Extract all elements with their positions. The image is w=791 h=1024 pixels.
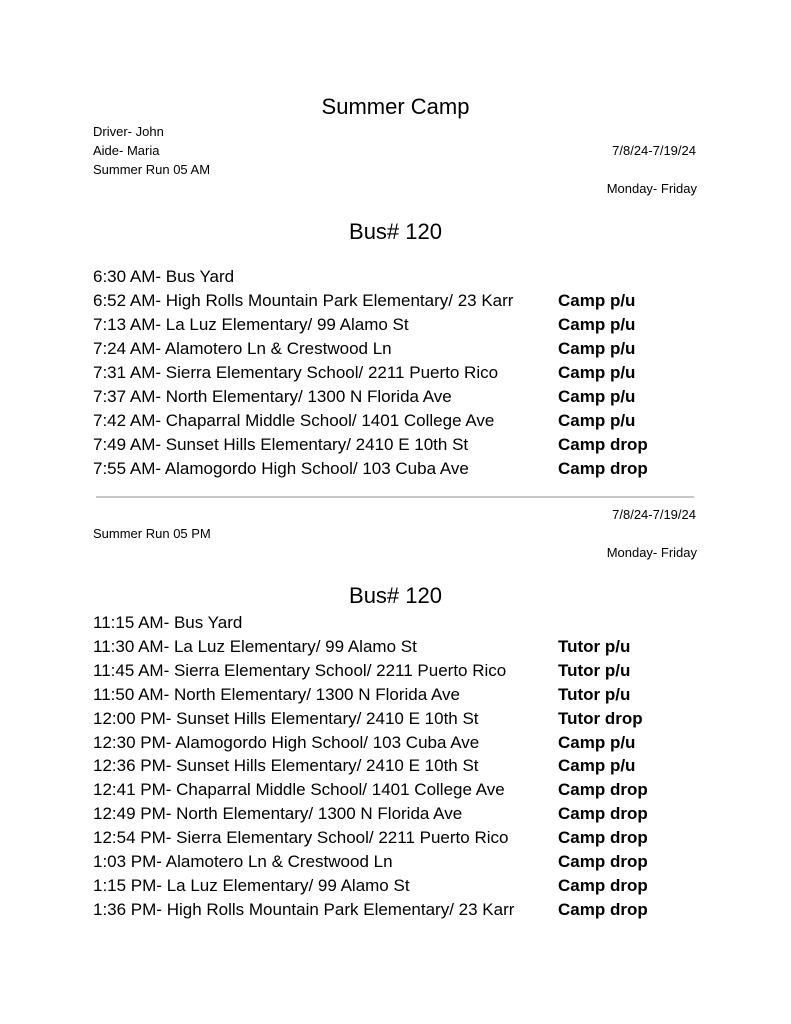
stop-row <box>93 435 713 459</box>
stop-row <box>93 685 713 709</box>
stop-time-location: 12:49 PM- North Elementary/ 1300 N Florida Ave <box>93 804 463 824</box>
stop-action: Camp p/u <box>558 363 636 382</box>
stop-time-location: 6:52 AM- High Rolls Mountain Park Elementary/ 23 Karr <box>93 291 514 310</box>
stop-time-location: 7:31 AM- Sierra Elementary School/ 2211 Puerto Rico <box>93 363 499 382</box>
stop-action: Camp drop <box>558 828 648 848</box>
stop-action: Camp p/u <box>558 387 636 406</box>
stop-row <box>93 459 713 483</box>
driver-label: Driver- John <box>93 124 164 139</box>
stop-action: Tutor p/u <box>558 684 631 704</box>
stop-time-location: 7:49 AM- Sunset Hills Elementary/ 2410 E 10th St <box>93 435 469 454</box>
stop-time-location: 11:50 AM- North Elementary/ 1300 N Florida Ave <box>93 684 460 704</box>
stop-action: Camp p/u <box>558 339 636 358</box>
stop-action: Camp p/u <box>558 315 636 334</box>
stop-time-location: 11:45 AM- Sierra Elementary School/ 2211 Puerto Rico <box>93 660 507 680</box>
stop-row <box>93 733 713 757</box>
stop-row <box>93 900 713 924</box>
stop-row <box>93 637 713 661</box>
pm-run-name: Summer Run 05 PM <box>93 526 211 541</box>
stop-time-location: 6:30 AM- Bus Yard <box>93 267 235 286</box>
stop-action: Camp drop <box>558 852 648 871</box>
stop-time-location: 12:00 PM- Sunset Hills Elementary/ 2410 E 10th St <box>93 708 479 728</box>
stop-time-location: 12:41 PM- Chaparral Middle School/ 1401 College Ave <box>93 780 505 800</box>
stop-action: Tutor drop <box>558 708 643 728</box>
stop-time-location: 7:42 AM- Chaparral Middle School/ 1401 College Ave <box>93 411 495 430</box>
stop-action: Camp drop <box>558 435 648 454</box>
am-run-name: Summer Run 05 AM <box>93 162 211 177</box>
stop-time-location: 12:36 PM- Sunset Hills Elementary/ 2410 E 10th St <box>93 756 479 776</box>
stop-action: Camp drop <box>558 780 648 800</box>
stop-time-location: 1:36 PM- High Rolls Mountain Park Elementary/ 23 Karr <box>93 899 515 919</box>
am-bus-number: Bus# 120 <box>349 219 442 244</box>
stop-time-location: 7:37 AM- North Elementary/ 1300 N Florida Ave <box>93 387 452 406</box>
stop-action: Camp p/u <box>558 756 636 776</box>
stop-action: Camp p/u <box>558 411 636 430</box>
stop-time-location: 11:15 AM- Bus Yard <box>93 613 243 632</box>
stop-row <box>93 411 713 435</box>
stop-action: Tutor p/u <box>558 660 631 680</box>
stop-row <box>93 876 713 900</box>
stop-row <box>93 756 713 780</box>
stop-action: Camp p/u <box>558 291 636 310</box>
stop-action: Camp p/u <box>558 732 636 752</box>
stop-row <box>93 852 713 876</box>
stop-action: Camp drop <box>558 459 648 478</box>
stop-row <box>93 804 713 828</box>
stop-row <box>93 387 713 411</box>
stop-row <box>93 613 713 637</box>
stop-action: Camp drop <box>558 899 648 919</box>
stop-row <box>93 339 713 363</box>
stop-time-location: 1:15 PM- La Luz Elementary/ 99 Alamo St <box>93 875 410 895</box>
stop-time-location: 7:24 AM- Alamotero Ln & Crestwood Ln <box>93 339 392 358</box>
stop-action: Camp drop <box>558 875 648 895</box>
stop-action: Tutor p/u <box>558 636 631 656</box>
stop-row <box>93 709 713 733</box>
aide-label: Aide- Maria <box>93 143 160 158</box>
stop-time-location: 11:30 AM- La Luz Elementary/ 99 Alamo St <box>93 636 417 656</box>
stop-row <box>93 291 713 315</box>
am-days: Monday- Friday <box>606 181 697 196</box>
stop-time-location: 12:30 PM- Alamogordo High School/ 103 Cuba Ave <box>93 732 480 752</box>
stop-time-location: 12:54 PM- Sierra Elementary School/ 2211 Puerto Rico <box>93 828 509 848</box>
stop-row <box>93 267 713 291</box>
stop-row <box>93 363 713 387</box>
pm-dates: 7/8/24-7/19/24 <box>612 507 696 522</box>
stop-time-location: 7:55 AM- Alamogordo High School/ 103 Cuba Ave <box>93 459 469 478</box>
stop-action: Camp drop <box>558 804 648 824</box>
section-divider <box>96 496 694 498</box>
am-dates: 7/8/24-7/19/24 <box>612 143 696 158</box>
stop-row <box>93 661 713 685</box>
stop-row <box>93 828 713 852</box>
stop-time-location: 7:13 AM- La Luz Elementary/ 99 Alamo St <box>93 315 409 334</box>
pm-bus-number: Bus# 120 <box>349 583 442 608</box>
stop-time-location: 1:03 PM- Alamotero Ln & Crestwood Ln <box>93 852 393 871</box>
page-title: Summer Camp <box>321 94 470 119</box>
pm-days: Monday- Friday <box>606 545 697 560</box>
stop-row <box>93 315 713 339</box>
stop-row <box>93 780 713 804</box>
